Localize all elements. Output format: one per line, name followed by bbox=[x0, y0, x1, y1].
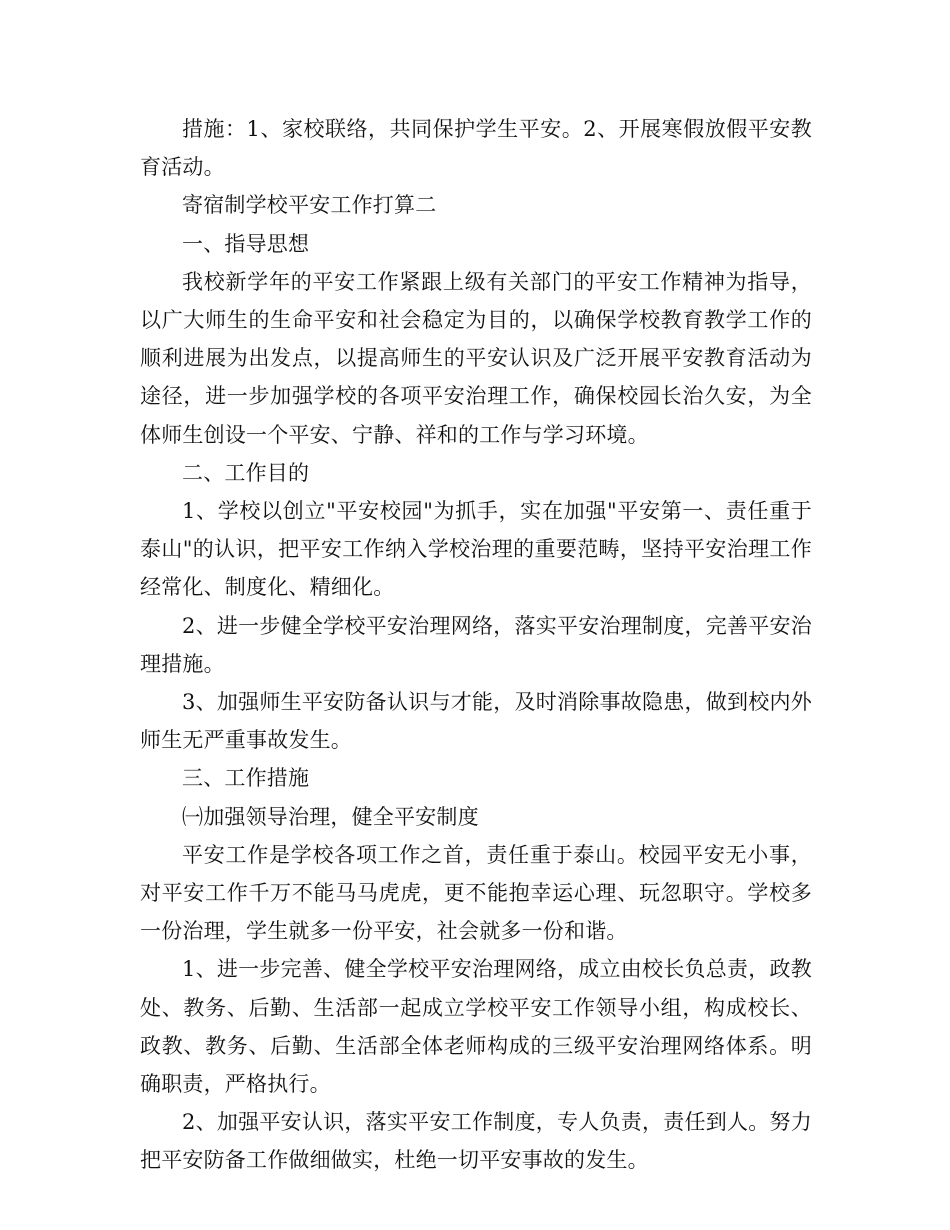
paragraph-goal-3: 3、加强师生平安防备认识与才能，及时消除事故隐患，做到校内外师生无严重事故发生。 bbox=[140, 690, 812, 753]
paragraph-leadership: 平安工作是学校各项工作之首，责任重于泰山。校园平安无小事，对平安工作千万不能马马虎虎，更不能抱幸运心理、玩忽职守。学校多一份治理，学生就多一份平安，社会就多一份和谐。 bbox=[140, 842, 812, 944]
subheading-leadership: ㈠加强领导治理，健全平安制度 bbox=[182, 804, 479, 829]
document-page bbox=[140, 110, 812, 1180]
section-title: 寄宿制学校平安工作打算二 bbox=[182, 193, 437, 218]
paragraph-measure-2: 2、加强平安认识，落实平安工作制度，专人负责，责任到人。努力把平安防备工作做细做实，杜绝一切平安事故的发生。 bbox=[140, 1110, 812, 1173]
heading-work-measures: 三、工作措施 bbox=[182, 766, 310, 791]
heading-work-goals: 二、工作目的 bbox=[182, 460, 310, 485]
paragraph-guiding-ideology: 我校新学年的平安工作紧跟上级有关部门的平安工作精神为指导，以广大师生的生命平安和社会稳定为目的，以确保学校教育教学工作的顺利进展为出发点，以提高师生的平安认识及广泛开展平安教育活动为途径，进一步加强学校的各项平安治理工作，确保校园长治久安，为全体师生创设一个平安、宁静、祥和的工作与学习环境。 bbox=[140, 269, 812, 447]
heading-guiding-ideology: 一、指导思想 bbox=[182, 231, 310, 256]
paragraph-measures: 措施：1、家校联络，共同保护学生平安。2、开展寒假放假平安教育活动。 bbox=[140, 117, 812, 180]
paragraph-measure-1: 1、进一步完善、健全学校平安治理网络，成立由校长负总责，政教处、教务、后勤、生活部一起成立学校平安工作领导小组，构成校长、政教、教务、后勤、生活部全体老师构成的三级平安治理网络体系。明确职责，严格执行。 bbox=[140, 957, 812, 1097]
paragraph-goal-1: 1、学校以创立"平安校园"为抓手，实在加强"平安第一、责任重于泰山"的认识，把平安工作纳入学校治理的重要范畴，坚持平安治理工作经常化、制度化、精细化。 bbox=[140, 499, 812, 600]
paragraph-goal-2: 2、进一步健全学校平安治理网络，落实平安治理制度，完善平安治理措施。 bbox=[140, 613, 812, 676]
